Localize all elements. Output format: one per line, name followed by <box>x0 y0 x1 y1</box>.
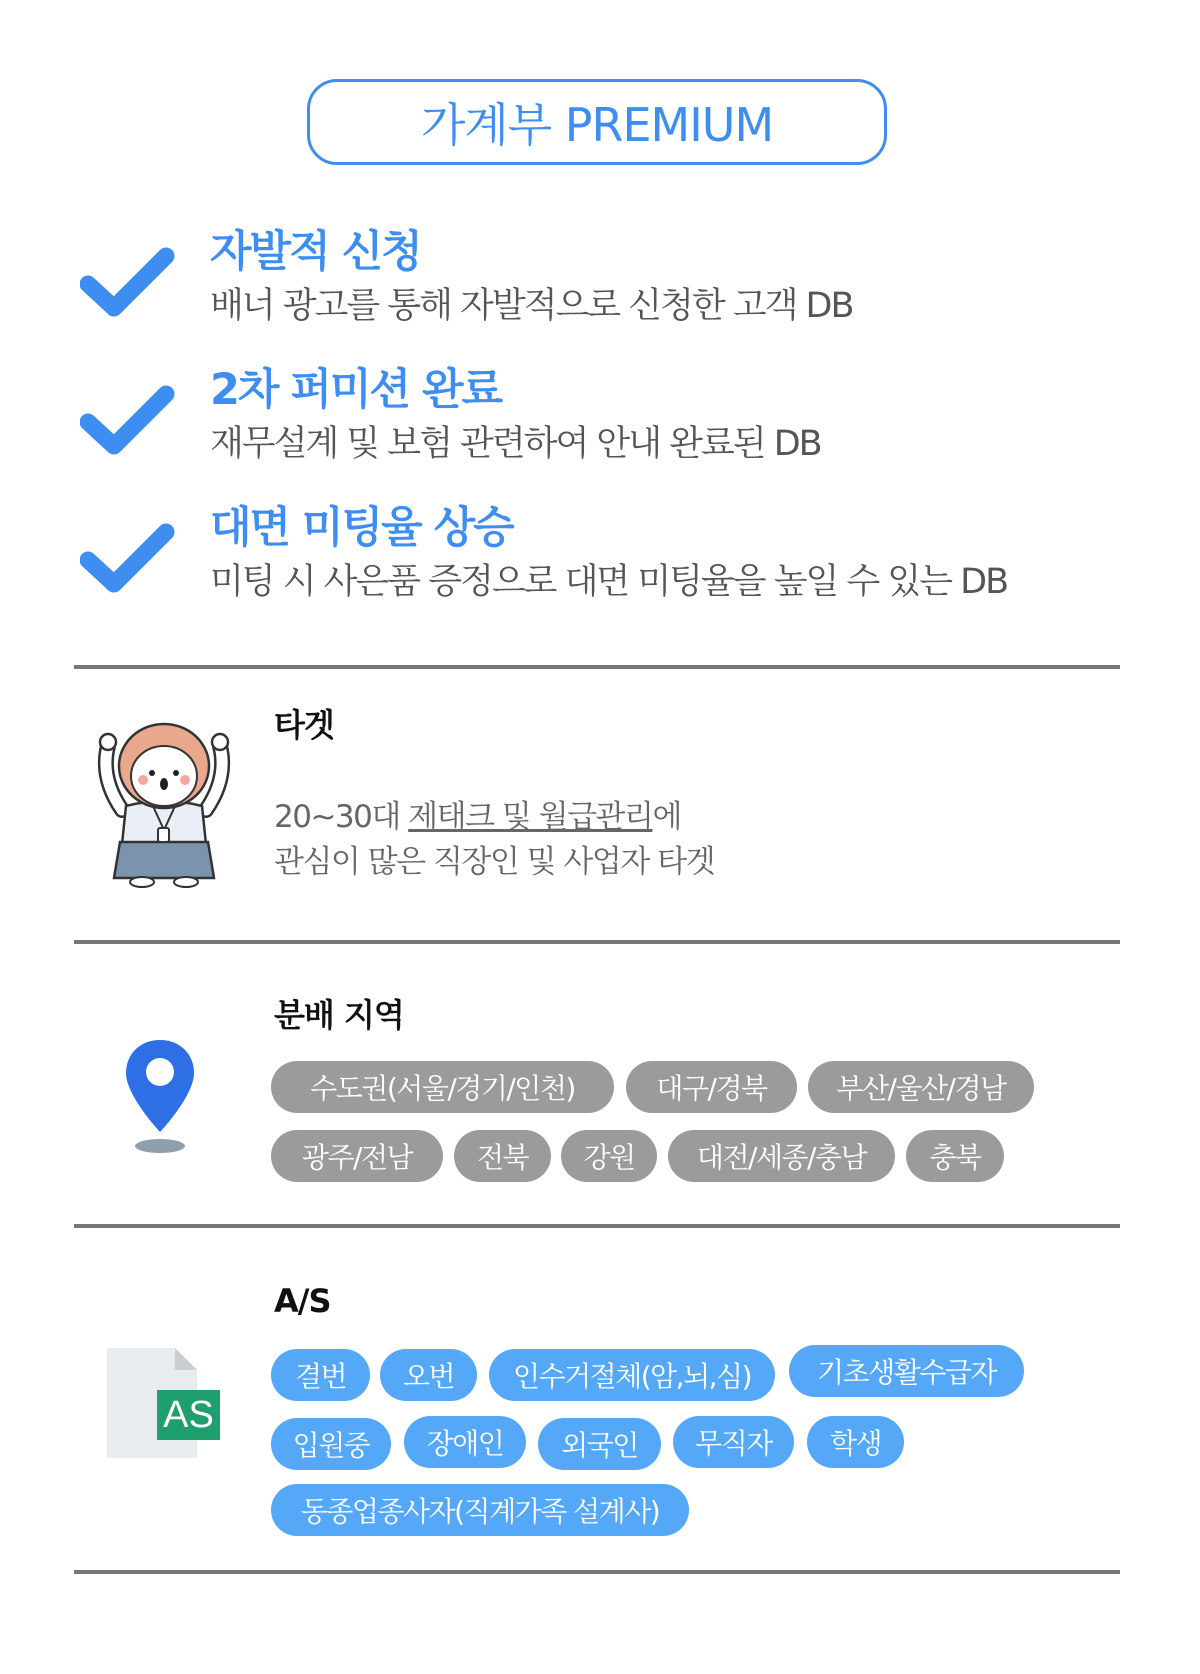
page-title: 가계부 PREMIUM <box>307 79 887 165</box>
feature-title: 2차 퍼미션 완료 <box>210 365 502 415</box>
feature-title: 대면 미팅율 상승 <box>210 503 513 553</box>
feature-desc: 재무설계 및 보험 관련하여 안내 완료된 DB <box>210 424 821 464</box>
feature-item <box>80 498 1080 618</box>
target-title: 타겟 <box>274 706 334 744</box>
check-icon <box>80 242 175 322</box>
target-description <box>274 795 714 885</box>
region-chip: 충북 <box>906 1130 1004 1182</box>
target-line1-prefix: 20~30대 <box>274 799 409 835</box>
target-line2: 관심이 많은 직장인 및 사업자 타겟 <box>274 844 715 880</box>
feature-desc: 배너 광고를 통해 자발적으로 신청한 고객 DB <box>210 286 853 326</box>
divider <box>74 665 1120 669</box>
divider <box>74 1570 1120 1574</box>
as-chip: 학생 <box>807 1416 904 1468</box>
as-chip: 무직자 <box>673 1416 794 1468</box>
region-chip: 전북 <box>454 1130 551 1182</box>
feature-item <box>80 360 1080 480</box>
office-worker-character-illustration <box>94 718 234 888</box>
as-chip: 외국인 <box>538 1418 661 1470</box>
target-line1-suffix: 에 <box>652 799 681 835</box>
feature-item <box>80 222 1080 342</box>
check-icon <box>80 380 175 460</box>
region-chip: 수도권(서울/경기/인천) <box>271 1061 614 1113</box>
target-line1-underlined: 제태크 및 월급관리 <box>408 799 653 835</box>
as-chip: 장애인 <box>404 1416 526 1468</box>
as-title: A/S <box>274 1282 331 1320</box>
divider <box>74 1224 1120 1228</box>
feature-desc: 미팅 시 사은품 증정으로 대면 미팅율을 높일 수 있는 DB <box>210 562 1008 602</box>
as-chip: 기초생활수급자 <box>789 1345 1024 1397</box>
as-chip: 결번 <box>271 1349 370 1401</box>
as-chip: 동종업종사자(직계가족 설계사) <box>271 1484 689 1536</box>
location-pin-icon <box>120 1036 200 1154</box>
region-title: 분배 지역 <box>274 996 404 1034</box>
region-chip: 강원 <box>561 1130 657 1182</box>
as-file-icon <box>107 1348 220 1458</box>
region-chip: 대구/경북 <box>626 1061 797 1113</box>
as-chip: 입원중 <box>271 1418 391 1470</box>
check-icon <box>80 518 175 598</box>
as-badge: AS <box>157 1390 220 1440</box>
region-chip: 부산/울산/경남 <box>808 1061 1034 1113</box>
feature-title: 자발적 신청 <box>210 227 421 277</box>
as-chip: 인수거절체(암,뇌,심) <box>489 1349 775 1401</box>
region-chip: 대전/세종/충남 <box>668 1130 895 1182</box>
as-chip: 오번 <box>380 1349 477 1401</box>
divider <box>74 940 1120 944</box>
region-chip: 광주/전남 <box>271 1130 443 1182</box>
